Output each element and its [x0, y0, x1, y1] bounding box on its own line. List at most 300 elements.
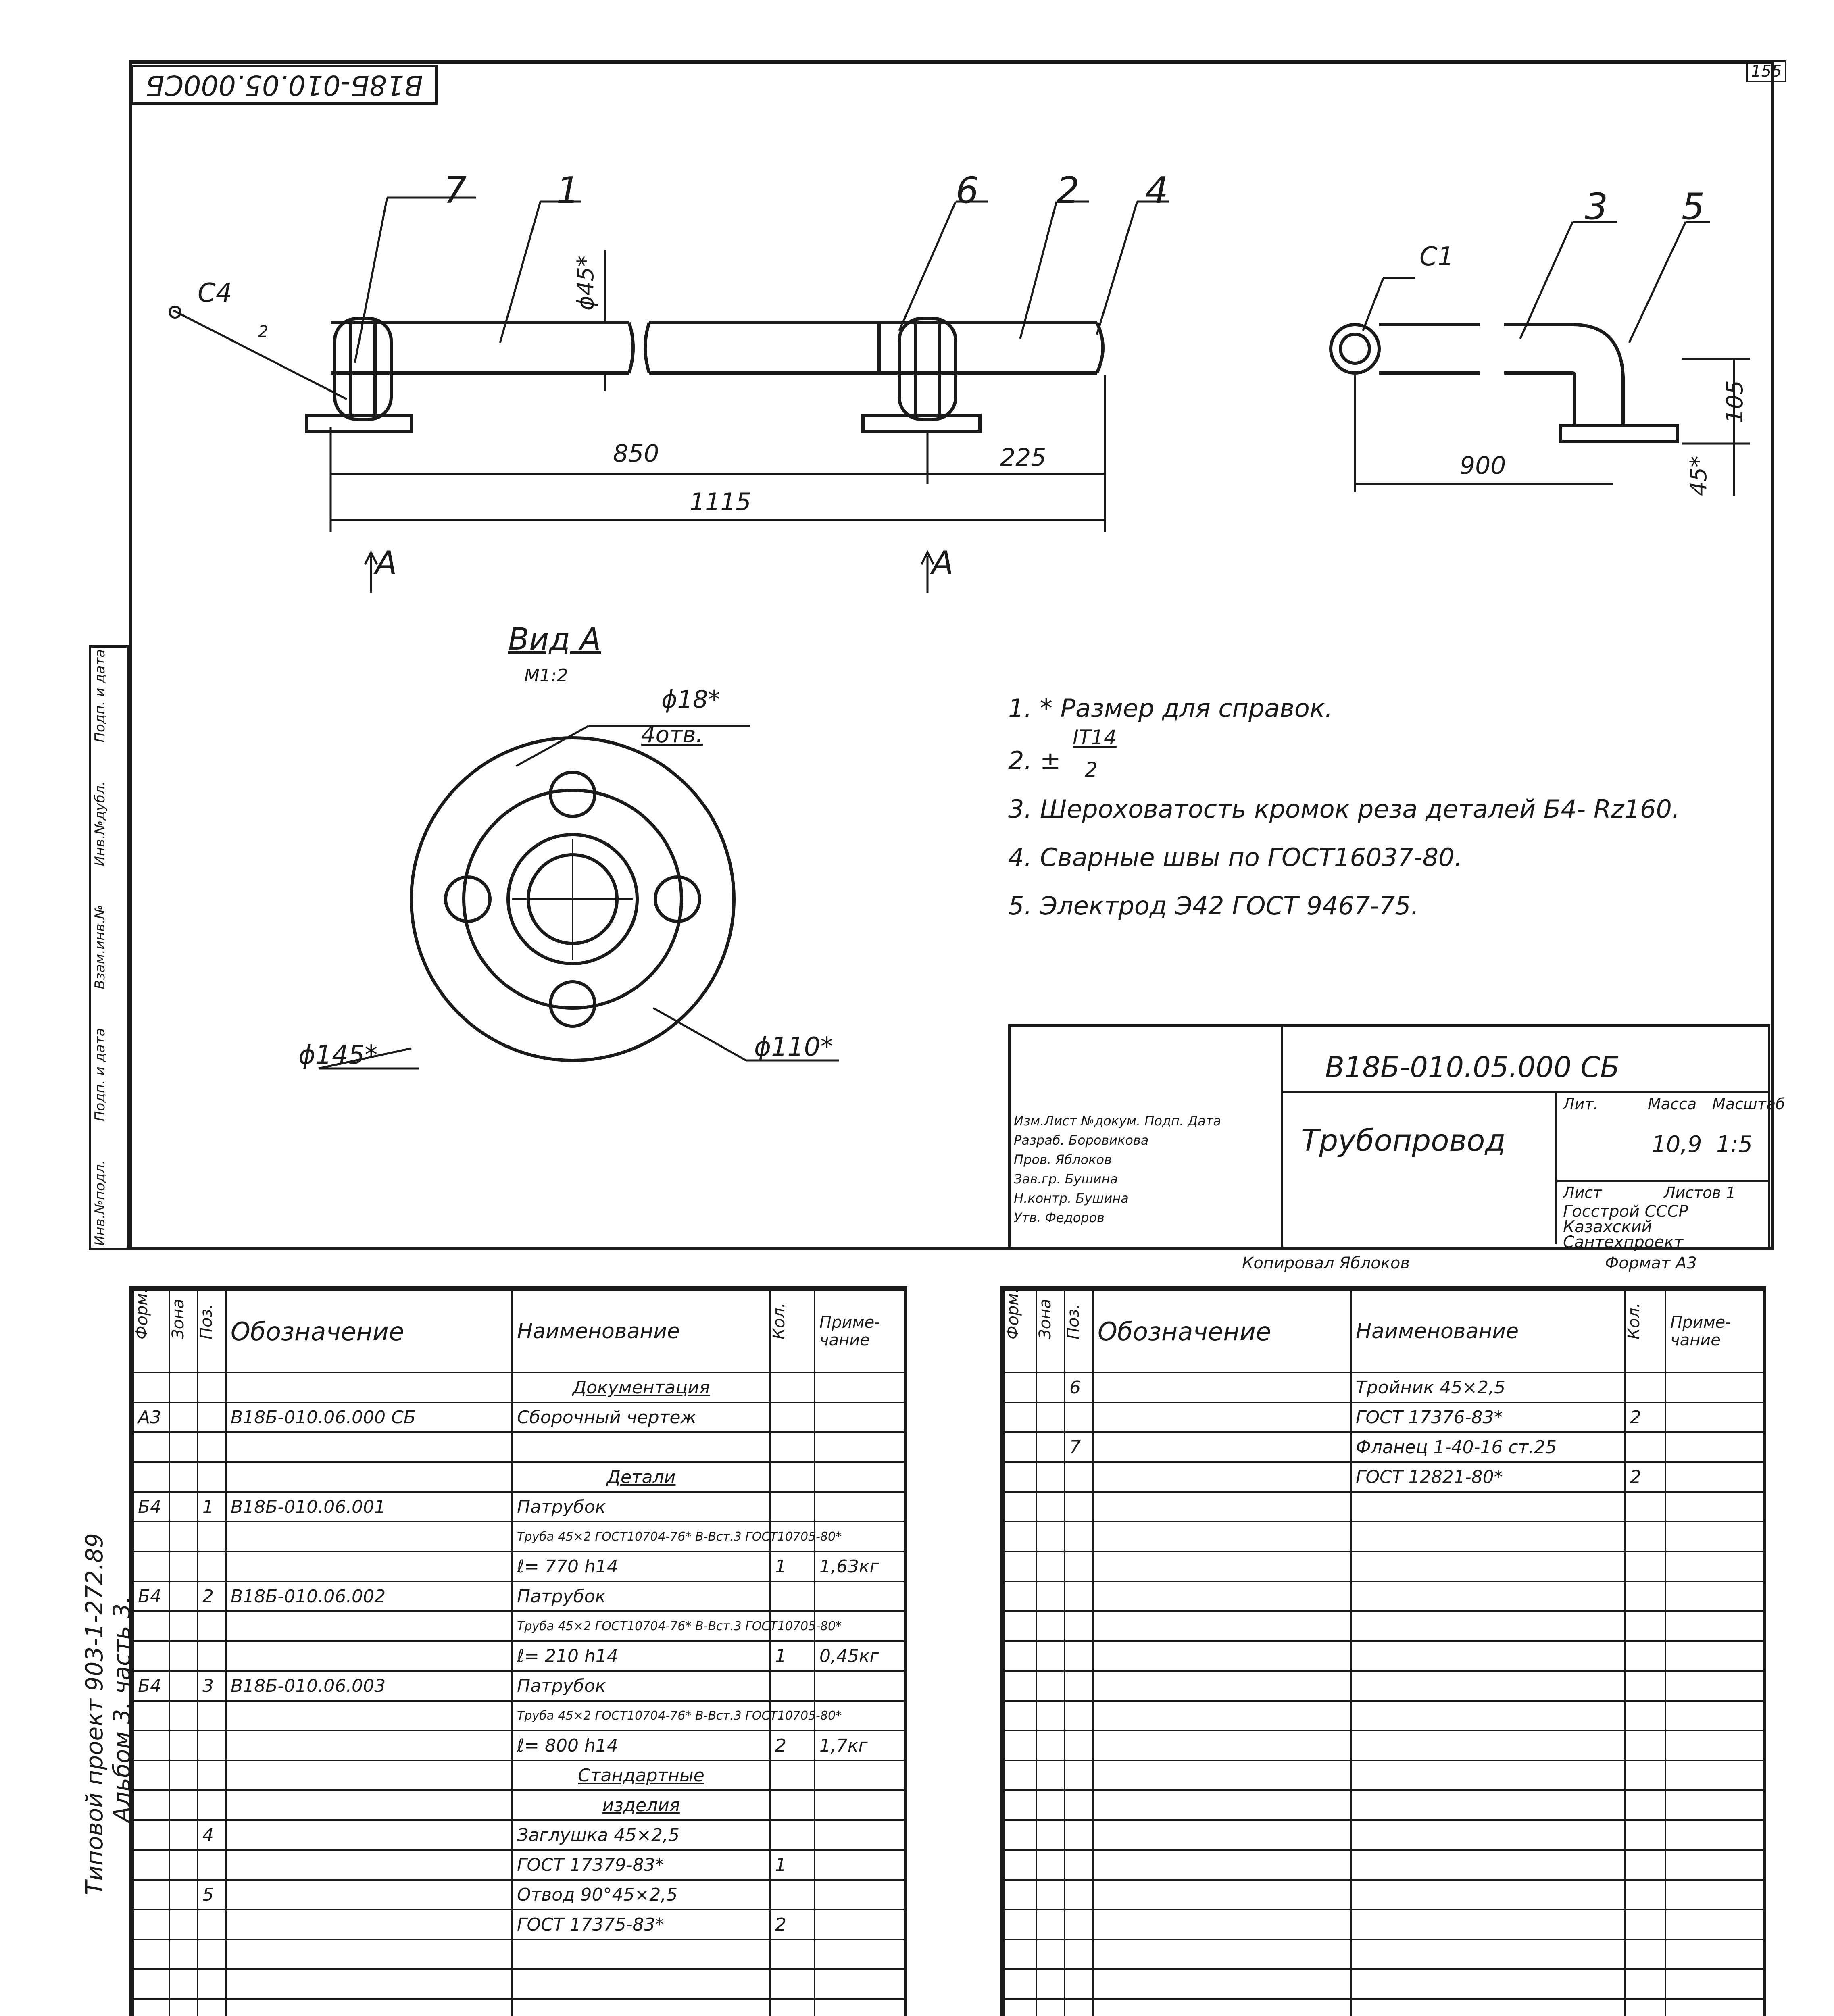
- title-role-row: Разраб. Боровикова: [1014, 1133, 1149, 1148]
- table-cell: [169, 1760, 198, 1790]
- table-cell: ГОСТ 12821-80*: [1351, 1462, 1625, 1492]
- table-cell: В18Б-010.06.002: [226, 1581, 512, 1611]
- table-cell: [198, 1402, 226, 1432]
- table-cell: Сборочный чертеж: [512, 1402, 770, 1432]
- table-cell: [169, 1492, 198, 1522]
- table-cell: [226, 1939, 512, 1969]
- table-cell: [1036, 1969, 1065, 1999]
- table-cell: [133, 1372, 169, 1402]
- table-row: [1004, 1402, 1764, 1432]
- title-role-row: Изм.Лист №докум. Подп. Дата: [1014, 1113, 1221, 1129]
- table-cell: [1065, 1462, 1093, 1492]
- table-cell: [198, 1760, 226, 1790]
- table-cell: [815, 1760, 905, 1790]
- table-cell: [1351, 1999, 1625, 2016]
- table-cell: [226, 1701, 512, 1731]
- table-cell: [1351, 1850, 1625, 1880]
- table-cell: [512, 1939, 770, 1969]
- title-sheets-label: Листов 1: [1664, 1184, 1736, 1202]
- chamfer-c1: С1: [1419, 242, 1454, 272]
- table-row: [133, 1462, 905, 1492]
- title-mass-value: 10,9: [1652, 1131, 1702, 1158]
- table-cell: [226, 1432, 512, 1462]
- table-cell: [1625, 1671, 1665, 1701]
- table-cell: [1093, 1910, 1351, 1939]
- table-cell: [1065, 1880, 1093, 1910]
- table-row-empty: [133, 1939, 905, 1969]
- table-cell: [198, 1969, 226, 1999]
- table-cell: [815, 1372, 905, 1402]
- table-row: [133, 1790, 905, 1820]
- table-cell: [1004, 1701, 1036, 1731]
- table-row-empty: [1004, 1880, 1764, 1910]
- table-cell: [770, 1790, 815, 1820]
- table-cell: [169, 1910, 198, 1939]
- table-cell: 1: [198, 1492, 226, 1522]
- table-cell: [1351, 1701, 1625, 1731]
- table-cell: [1004, 1492, 1036, 1522]
- table-cell: [1093, 1522, 1351, 1552]
- table-cell: [133, 1820, 169, 1850]
- col-qty: Кол.: [770, 1290, 815, 1372]
- table-cell: [1625, 1641, 1665, 1671]
- title-sheet-line: [1555, 1180, 1769, 1182]
- table-cell: [512, 1432, 770, 1462]
- table-cell: [1665, 1701, 1764, 1731]
- table-cell: [770, 1880, 815, 1910]
- col-zone: Зона: [1036, 1290, 1065, 1372]
- table-cell: [169, 1432, 198, 1462]
- table-cell: [1625, 1880, 1665, 1910]
- table-cell: [1093, 1641, 1351, 1671]
- col-designation: Обозначение: [226, 1290, 512, 1372]
- table-cell: [1036, 1790, 1065, 1820]
- table-row: [133, 1372, 905, 1402]
- view-arrow-left-label: A: [375, 544, 397, 582]
- dim-d45: ϕ45*: [573, 255, 599, 310]
- table-cell: [169, 1671, 198, 1701]
- table-row-empty: [1004, 1731, 1764, 1760]
- table-cell: [815, 1671, 905, 1701]
- table-cell: [1665, 1432, 1764, 1462]
- table-cell: [1665, 1969, 1764, 1999]
- table-cell: В18Б-010.06.000 СБ: [226, 1402, 512, 1432]
- left-spec-body: [133, 1372, 905, 2016]
- table-cell: [1625, 1910, 1665, 1939]
- table-cell: [1665, 1850, 1764, 1880]
- table-cell: [198, 1372, 226, 1402]
- table-cell: [1625, 1611, 1665, 1641]
- table-cell: [815, 1820, 905, 1850]
- table-cell: [770, 1999, 815, 2016]
- table-cell: [169, 1850, 198, 1880]
- chamfer-c4: С4: [198, 278, 232, 308]
- table-cell: [1625, 1552, 1665, 1581]
- table-cell: [770, 1432, 815, 1462]
- table-cell: [1036, 1372, 1065, 1402]
- table-cell: [815, 1850, 905, 1880]
- table-row-empty: [1004, 1581, 1764, 1611]
- table-cell: [1625, 1760, 1665, 1790]
- table-cell: 2: [770, 1910, 815, 1939]
- table-cell: [815, 1790, 905, 1820]
- table-cell: [169, 1969, 198, 1999]
- callout-6: 6: [956, 169, 979, 212]
- table-cell: [1665, 1611, 1764, 1641]
- table-cell: [1351, 1581, 1625, 1611]
- dim-d110: ϕ110*: [754, 1032, 834, 1062]
- table-cell: [133, 1522, 169, 1552]
- table-cell: [198, 1731, 226, 1760]
- table-cell: [1665, 1731, 1764, 1760]
- chamfer-dot-icon: [169, 306, 181, 319]
- table-row: [133, 1701, 905, 1731]
- table-cell: [1351, 1641, 1625, 1671]
- table-cell: [226, 1820, 512, 1850]
- table-cell: [1004, 1939, 1036, 1969]
- table-cell: [1036, 1402, 1065, 1432]
- table-cell: ГОСТ 17375-83*: [512, 1910, 770, 1939]
- table-cell: [1665, 1372, 1764, 1402]
- table-cell: [1036, 1581, 1065, 1611]
- table-cell: [1004, 1581, 1036, 1611]
- table-cell: [1065, 1492, 1093, 1522]
- col-zone: Зона: [169, 1290, 198, 1372]
- table-cell: [169, 1611, 198, 1641]
- table-row: [1004, 1432, 1764, 1462]
- table-cell: [169, 1402, 198, 1432]
- table-cell: [770, 1462, 815, 1492]
- table-row: [133, 1611, 905, 1641]
- table-cell: [198, 1641, 226, 1671]
- table-row-empty: [1004, 1641, 1764, 1671]
- right-spec-table: [1003, 1289, 1765, 2016]
- col-format: Форм.: [1004, 1290, 1036, 1372]
- title-role-row: Пров. Яблоков: [1014, 1152, 1112, 1167]
- left-vertical-title: [81, 1533, 135, 1895]
- table-row: [133, 1581, 905, 1611]
- table-cell: [1065, 1999, 1093, 2016]
- table-cell: [169, 1731, 198, 1760]
- view-a-title: Вид А: [508, 621, 601, 657]
- table-cell: [1093, 1790, 1351, 1820]
- table-cell: Патрубок: [512, 1581, 770, 1611]
- table-cell: ГОСТ 17376-83*: [1351, 1402, 1625, 1432]
- table-cell: [1036, 1701, 1065, 1731]
- table-cell: [1665, 1581, 1764, 1611]
- col-note: Приме-чание: [815, 1290, 905, 1372]
- table-cell: [1351, 1611, 1625, 1641]
- table-cell: Отвод 90°45×2,5: [512, 1880, 770, 1910]
- title-sheet-label: Лист: [1563, 1184, 1602, 1202]
- table-cell: 3: [198, 1671, 226, 1701]
- table-cell: [1093, 1432, 1351, 1462]
- table-cell: 1,63кг: [815, 1552, 905, 1581]
- table-cell: [1065, 1522, 1093, 1552]
- table-cell: [1665, 1641, 1764, 1671]
- table-cell: [1036, 1552, 1065, 1581]
- table-cell: [133, 1701, 169, 1731]
- table-cell: [198, 1552, 226, 1581]
- dim-d18: ϕ18*: [661, 685, 720, 714]
- table-cell: [1093, 1611, 1351, 1641]
- flange-dimensions: [319, 726, 839, 1068]
- table-row-empty: [1004, 1850, 1764, 1880]
- note-4: 4. Сварные швы по ГОСТ16037-80.: [1008, 843, 1463, 872]
- table-cell: [770, 1760, 815, 1790]
- table-cell: [1351, 1522, 1625, 1552]
- table-cell: [1665, 1522, 1764, 1552]
- col-qty: Кол.: [1625, 1290, 1665, 1372]
- dim-225: 225: [1000, 444, 1046, 472]
- table-cell: [1351, 1492, 1625, 1522]
- table-cell: [1665, 1910, 1764, 1939]
- spec-header-row: [133, 1290, 905, 1372]
- callout-7: 7: [444, 169, 467, 212]
- table-row: [133, 1641, 905, 1671]
- table-cell: [512, 1969, 770, 1999]
- callout-1: 1: [556, 169, 580, 212]
- table-cell: [1065, 1820, 1093, 1850]
- right-spec-body: [1004, 1372, 1764, 2016]
- left-spec-table: [132, 1289, 906, 2016]
- table-cell: [770, 1671, 815, 1701]
- table-row-empty: [1004, 1910, 1764, 1939]
- table-cell: [1665, 1462, 1764, 1492]
- table-cell: [1004, 1552, 1036, 1581]
- table-cell: [1093, 1880, 1351, 1910]
- table-cell: [169, 1820, 198, 1850]
- table-cell: 5: [198, 1880, 226, 1910]
- table-cell: [1036, 1850, 1065, 1880]
- table-cell: [1004, 1671, 1036, 1701]
- table-cell: ℓ= 800 h14: [512, 1731, 770, 1760]
- table-row-empty: [133, 1999, 905, 2016]
- table-row: [133, 1552, 905, 1581]
- table-cell: [1625, 1581, 1665, 1611]
- col-designation: Обозначение: [1093, 1290, 1351, 1372]
- top-title-block: [1008, 1024, 1785, 1252]
- table-cell: Б4: [133, 1671, 169, 1701]
- table-cell: [169, 1522, 198, 1552]
- title-lit-label: Лит.: [1563, 1095, 1598, 1113]
- title-scale-label: Масштаб: [1712, 1095, 1785, 1113]
- table-cell: [1351, 1552, 1625, 1581]
- table-cell: [226, 1522, 512, 1552]
- table-cell: [1036, 1671, 1065, 1701]
- table-cell: [1004, 1999, 1036, 2016]
- table-cell: [169, 1552, 198, 1581]
- dim-900: 900: [1460, 452, 1506, 480]
- table-cell: [169, 1641, 198, 1671]
- table-cell: [1625, 1790, 1665, 1820]
- table-cell: Фланец 1-40-16 ст.25: [1351, 1432, 1625, 1462]
- table-cell: [1004, 1372, 1036, 1402]
- table-row: [1004, 1372, 1764, 1402]
- table-cell: Труба 45×2 ГОСТ10704-76* В-Вст.3 ГОСТ10705-80*: [512, 1522, 770, 1552]
- table-row: [133, 1671, 905, 1701]
- table-cell: [1665, 1492, 1764, 1522]
- dim-d145: ϕ145*: [298, 1040, 378, 1070]
- table-cell: [1065, 1731, 1093, 1760]
- table-cell: [1004, 1731, 1036, 1760]
- table-cell: [770, 1939, 815, 1969]
- title-block-divider: [1555, 1091, 1557, 1244]
- table-cell: [133, 1731, 169, 1760]
- table-cell: [1065, 1850, 1093, 1880]
- table-cell: [198, 1850, 226, 1880]
- side-label: Подп. и дата: [92, 1028, 108, 1122]
- table-cell: [1065, 1969, 1093, 1999]
- table-cell: [1004, 1760, 1036, 1790]
- table-cell: [133, 1999, 169, 2016]
- table-cell: [1093, 1671, 1351, 1701]
- table-cell: [770, 1820, 815, 1850]
- table-cell: Тройник 45×2,5: [1351, 1372, 1625, 1402]
- table-cell: [1004, 1611, 1036, 1641]
- table-cell: [198, 1462, 226, 1492]
- table-cell: [226, 1790, 512, 1820]
- table-cell: А3: [133, 1402, 169, 1432]
- table-cell: [133, 1910, 169, 1939]
- note-2-den: 2: [1085, 758, 1098, 781]
- table-cell: [1065, 1641, 1093, 1671]
- table-cell: [770, 1492, 815, 1522]
- note-3: 3. Шероховатость кромок реза деталей Б4- Rz160.: [1008, 794, 1680, 824]
- table-cell: [226, 1611, 512, 1641]
- table-cell: [1036, 1939, 1065, 1969]
- top-copied-by: Копировал Яблоков: [1242, 1254, 1410, 1272]
- table-cell: [1625, 1432, 1665, 1462]
- col-pos: Поз.: [198, 1290, 226, 1372]
- note-2-prefix: 2. ±: [1008, 746, 1061, 775]
- table-cell: [1351, 1731, 1625, 1760]
- table-row-empty: [1004, 1522, 1764, 1552]
- table-cell: [226, 1641, 512, 1671]
- table-cell: 2: [770, 1731, 815, 1760]
- table-cell: 7: [1065, 1432, 1093, 1462]
- table-cell: [226, 1372, 512, 1402]
- table-cell: [1093, 1492, 1351, 1522]
- table-cell: [1665, 1790, 1764, 1820]
- vertical-title-line-1: Типовой проект 903-1-272.89: [81, 1533, 108, 1895]
- table-cell: [198, 1701, 226, 1731]
- table-cell: [770, 1581, 815, 1611]
- table-cell: [226, 1880, 512, 1910]
- table-cell: [133, 1552, 169, 1581]
- callout-2: 2: [1057, 169, 1080, 212]
- title-org: Госстрой СССР Казахский Сантехпроект: [1563, 1202, 1688, 1252]
- table-cell: [1004, 1790, 1036, 1820]
- table-cell: [1351, 1969, 1625, 1999]
- table-cell: [1351, 1910, 1625, 1939]
- table-cell: [1036, 1611, 1065, 1641]
- side-view: [1331, 325, 1678, 442]
- title-role-row: Утв. Федоров: [1014, 1210, 1105, 1225]
- table-cell: [1625, 1969, 1665, 1999]
- table-cell: [1625, 1372, 1665, 1402]
- table-row: [133, 1820, 905, 1850]
- table-cell: [1065, 1402, 1093, 1432]
- table-row: [133, 1731, 905, 1760]
- table-cell: [1004, 1522, 1036, 1552]
- table-cell: [815, 1939, 905, 1969]
- table-cell: [1036, 1462, 1065, 1492]
- table-cell: [815, 1581, 905, 1611]
- table-cell: [133, 1432, 169, 1462]
- table-cell: [226, 1999, 512, 2016]
- table-cell: [169, 1372, 198, 1402]
- table-cell: [1351, 1820, 1625, 1850]
- table-cell: [1036, 1760, 1065, 1790]
- col-pos: Поз.: [1065, 1290, 1093, 1372]
- table-row-empty: [1004, 1969, 1764, 1999]
- table-cell: 2: [1625, 1462, 1665, 1492]
- table-cell: [1004, 1641, 1036, 1671]
- table-row: [133, 1880, 905, 1910]
- table-cell: 1: [770, 1850, 815, 1880]
- table-cell: [1625, 1850, 1665, 1880]
- table-cell: Детали: [512, 1462, 770, 1492]
- table-cell: изделия: [512, 1790, 770, 1820]
- table-cell: [133, 1969, 169, 1999]
- side-dimensions: [1355, 222, 1750, 496]
- table-cell: [1625, 1939, 1665, 1969]
- callout-3: 3: [1585, 185, 1608, 228]
- table-cell: [1351, 1939, 1625, 1969]
- table-cell: [1665, 1880, 1764, 1910]
- table-cell: [1665, 1671, 1764, 1701]
- table-row-empty: [1004, 1820, 1764, 1850]
- table-cell: [1093, 1701, 1351, 1731]
- table-row-empty: [1004, 1999, 1764, 2016]
- table-cell: [226, 1552, 512, 1581]
- table-cell: [1625, 1999, 1665, 2016]
- table-cell: ГОСТ 17379-83*: [512, 1850, 770, 1880]
- table-cell: Труба 45×2 ГОСТ10704-76* В-Вст.3 ГОСТ10705-80*: [512, 1701, 770, 1731]
- table-cell: [1093, 1969, 1351, 1999]
- table-cell: [1004, 1820, 1036, 1850]
- table-cell: [1004, 1969, 1036, 1999]
- table-cell: [1093, 1939, 1351, 1969]
- table-cell: Патрубок: [512, 1671, 770, 1701]
- table-cell: [815, 1432, 905, 1462]
- table-row: [133, 1402, 905, 1432]
- table-cell: [1036, 1492, 1065, 1522]
- table-cell: [1093, 1999, 1351, 2016]
- table-cell: 6: [1065, 1372, 1093, 1402]
- table-cell: [1065, 1790, 1093, 1820]
- dim-45: 45*: [1686, 456, 1712, 496]
- table-cell: Документация: [512, 1372, 770, 1402]
- table-cell: [1036, 1910, 1065, 1939]
- table-cell: [1625, 1820, 1665, 1850]
- table-row-empty: [1004, 1671, 1764, 1701]
- table-cell: [226, 1850, 512, 1880]
- table-cell: 2: [1625, 1402, 1665, 1432]
- flange-view-a: [411, 738, 734, 1060]
- table-cell: 1,7кг: [815, 1731, 905, 1760]
- table-cell: [815, 1910, 905, 1939]
- table-cell: [169, 1581, 198, 1611]
- col-note: Приме-чание: [1665, 1290, 1764, 1372]
- table-cell: [815, 1880, 905, 1910]
- table-cell: [133, 1790, 169, 1820]
- spec-header-row: [1004, 1290, 1764, 1372]
- title-mass-label: Масса: [1648, 1095, 1697, 1113]
- table-cell: [1665, 1999, 1764, 2016]
- table-cell: [1093, 1850, 1351, 1880]
